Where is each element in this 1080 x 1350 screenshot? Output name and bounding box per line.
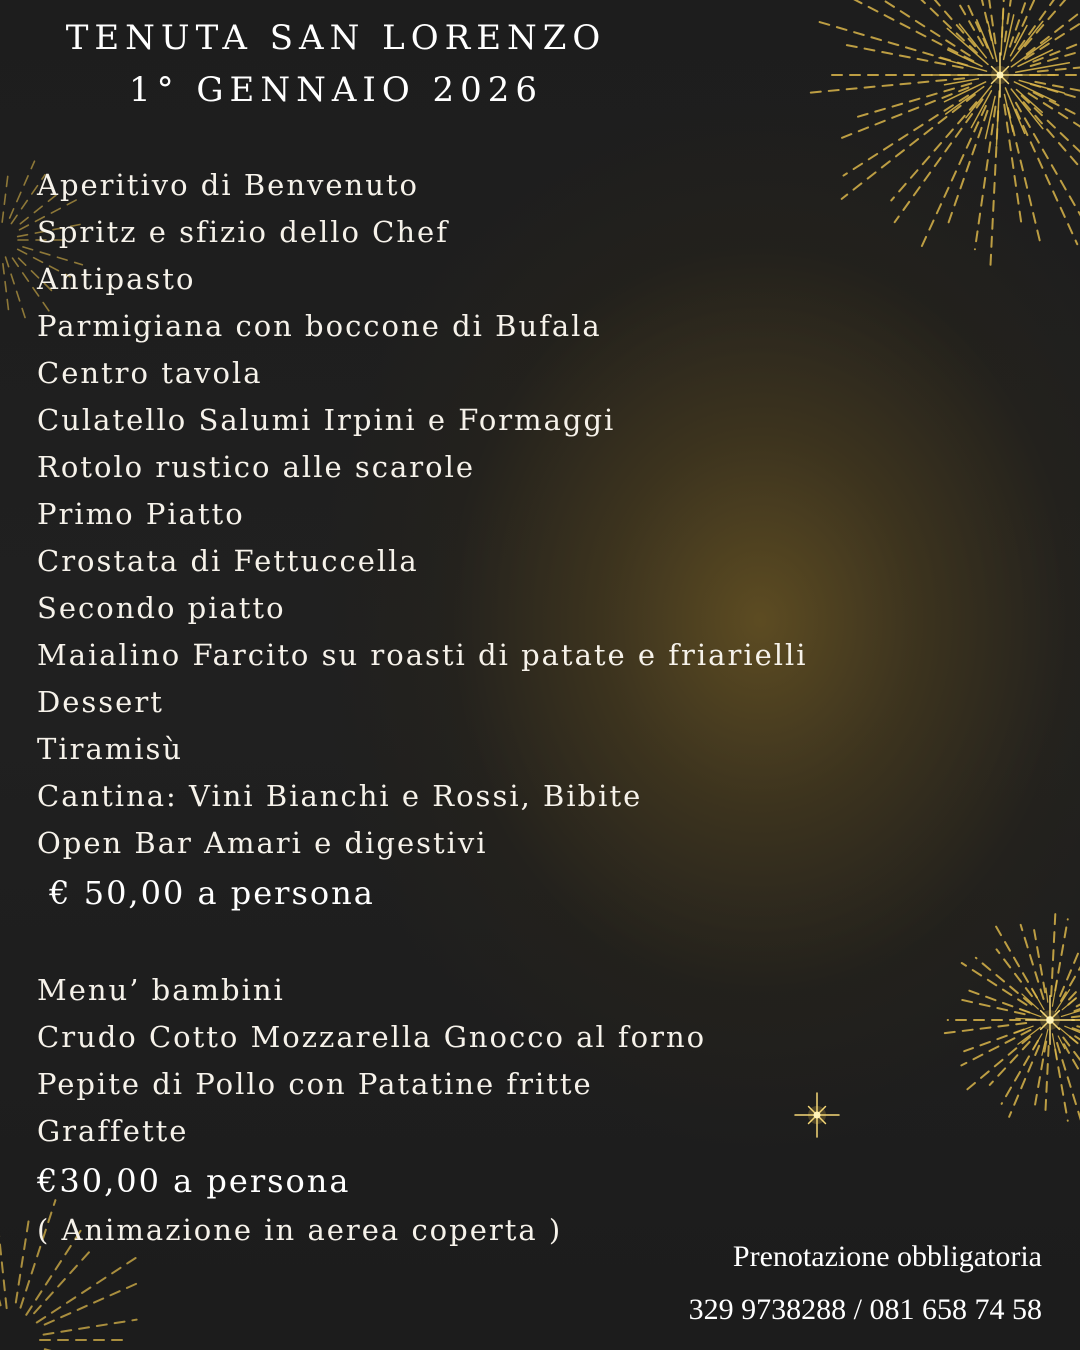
menu-line: Spritz e sfizio dello Chef: [37, 215, 449, 249]
menu-price: € 50,00 a persona: [37, 874, 375, 912]
booking-label: Prenotazione obbligatoria: [732, 1240, 1042, 1273]
menu-line: Antipasto: [37, 262, 196, 296]
firework-right-middle-icon: [940, 910, 1080, 1130]
kids-menu-price: €30,00 a persona: [37, 1162, 351, 1200]
kids-menu-line: Pepite di Pollo con Patatine fritte: [37, 1067, 593, 1101]
entertainment-note: ( Animazione in aerea coperta ): [37, 1213, 563, 1247]
menu-line: Culatello Salumi Irpini e Formaggi: [37, 403, 616, 437]
booking-phones: 329 9738288 / 081 658 74 58: [688, 1293, 1042, 1326]
menu-line: Parmigiana con boccone di Bufala: [37, 309, 602, 343]
kids-menu-line: Graffette: [37, 1114, 189, 1148]
menu-line: Rotolo rustico alle scarole: [37, 450, 476, 484]
menu-line: Centro tavola: [37, 356, 263, 390]
sparkle-icon: [777, 1075, 857, 1155]
menu-line: Aperitivo di Benvenuto: [37, 168, 420, 202]
menu-line: Dessert: [37, 685, 164, 719]
kids-menu-line: Menu’ bambini: [37, 973, 285, 1007]
menu-line: Crostata di Fettuccella: [37, 544, 419, 578]
kids-menu-line: Crudo Cotto Mozzarella Gnocco al forno: [37, 1020, 707, 1054]
menu-line: Maialino Farcito su roasti di patate e friarielli: [37, 638, 808, 672]
event-date: 1° GENNAIO 2026: [128, 70, 544, 110]
firework-top-right-icon: [790, 0, 1080, 260]
page-title: TENUTA SAN LORENZO: [65, 18, 607, 58]
menu-line: Tiramisù: [37, 732, 184, 766]
menu-line: Cantina: Vini Bianchi e Rossi, Bibite: [37, 779, 643, 813]
menu-line: Secondo piatto: [37, 591, 286, 625]
menu-line: Open Bar Amari e digestivi: [37, 826, 488, 860]
menu-line: Primo Piatto: [37, 497, 245, 531]
